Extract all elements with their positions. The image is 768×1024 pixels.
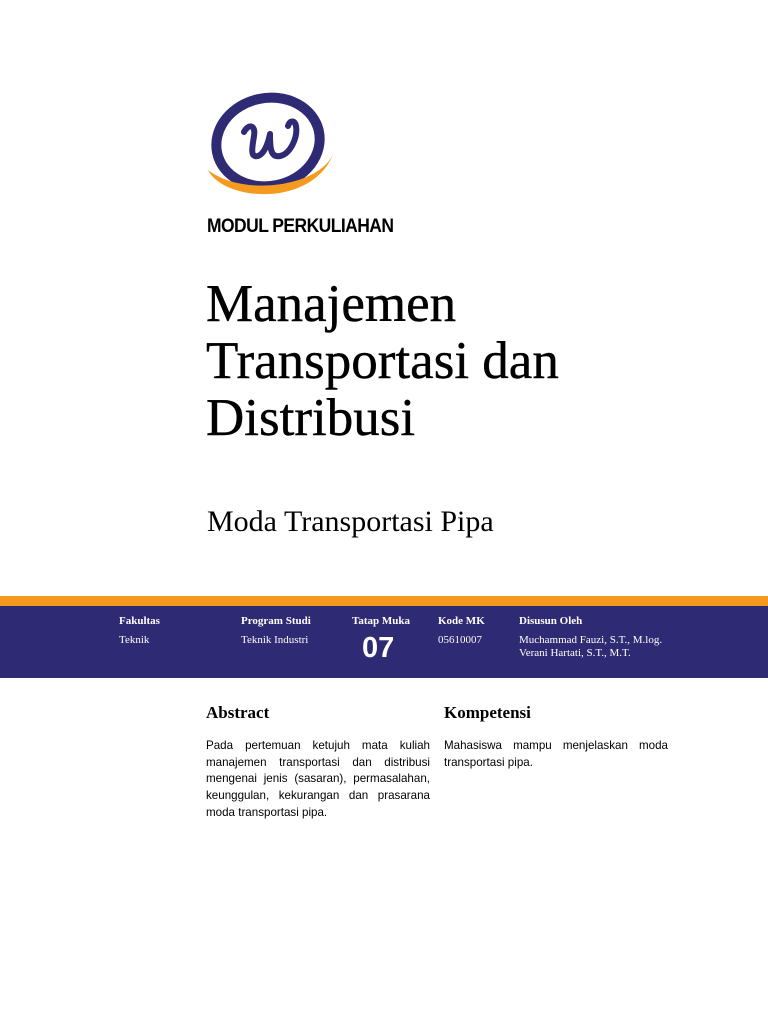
title-line-2: Transportasi dan <box>206 332 559 390</box>
title-line-3: Distribusi <box>206 389 416 447</box>
abstract-heading: Abstract <box>206 703 270 722</box>
author-name: Verani Hartati, S.T., M.T. <box>519 647 631 659</box>
faculty-label: Fakultas <box>119 615 160 627</box>
meeting-column <box>352 614 410 663</box>
meeting-number: 07 <box>362 632 395 664</box>
author-name: Muchammad Fauzi, S.T., M.log. <box>519 634 663 646</box>
module-label: MODUL PERKULIAHAN <box>207 216 394 237</box>
faculty-column <box>119 614 160 647</box>
document-title <box>206 276 746 447</box>
course-code-label: Kode MK <box>438 615 485 627</box>
course-code-value: 05610007 <box>438 634 482 646</box>
orange-divider <box>0 596 768 606</box>
abstract-section <box>206 702 430 822</box>
authors-label: Disusun Oleh <box>519 615 583 627</box>
faculty-value: Teknik <box>119 634 150 646</box>
program-value: Teknik Industri <box>241 634 309 646</box>
competency-section <box>444 702 668 771</box>
competency-text: Mahasiswa mampu menjelaskan moda transportasi pipa. <box>444 739 668 769</box>
authors-list <box>519 634 662 660</box>
document-subtitle: Moda Transportasi Pipa <box>207 505 494 538</box>
university-logo-icon <box>204 90 340 210</box>
meeting-label: Tatap Muka <box>352 615 410 627</box>
program-column <box>241 614 311 647</box>
abstract-text: Pada pertemuan ketujuh mata kuliah manajemen transportasi dan distribusi mengenai jenis (sasaran), permasalahan, keunggulan, kekurangan dan prasarana moda transportasi pipa. <box>206 739 430 819</box>
authors-column <box>519 614 662 660</box>
competency-heading: Kompetensi <box>444 703 531 722</box>
course-info-band <box>0 606 768 678</box>
course-code-column <box>438 614 485 647</box>
title-line-1: Manajemen <box>206 275 457 333</box>
program-label: Program Studi <box>241 615 311 627</box>
